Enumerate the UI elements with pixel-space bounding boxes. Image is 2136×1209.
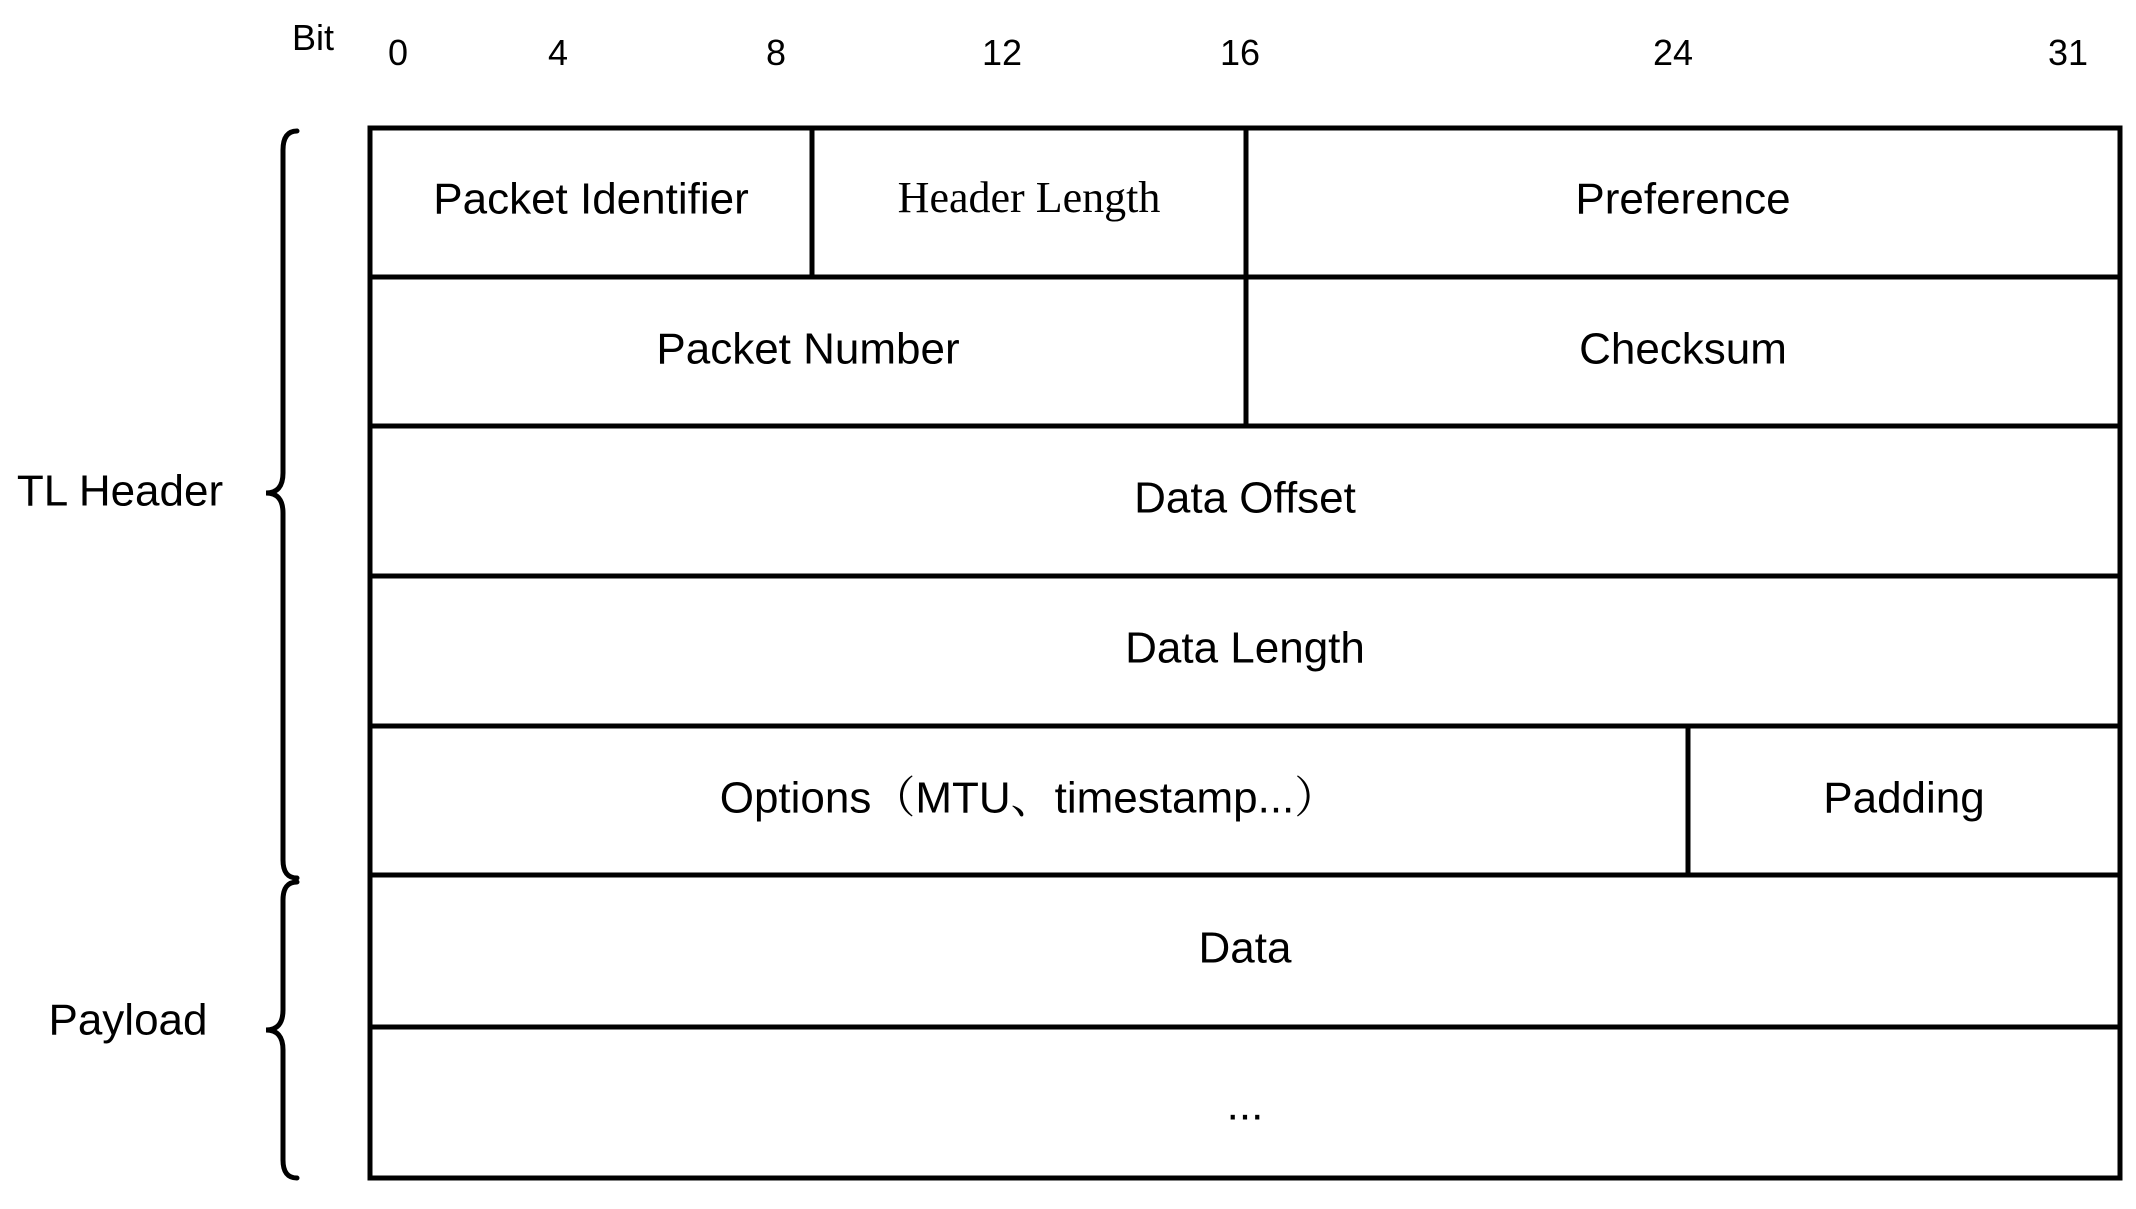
bit-tick-31: 31 xyxy=(2047,32,2089,73)
field-label-data-length: Data Length xyxy=(1125,623,1365,673)
field-label-packet-number: Packet Number xyxy=(656,324,960,374)
group-braces xyxy=(17,131,297,1178)
bit-tick-0: 0 xyxy=(387,32,409,73)
bit-tick-4: 4 xyxy=(547,32,569,73)
field-label-packet-identifier: Packet Identifier xyxy=(433,174,749,224)
field-label-preference: Preference xyxy=(1575,174,1791,224)
group-label-payload: Payload xyxy=(48,995,208,1045)
field-label-data: Data xyxy=(1198,923,1292,973)
bit-label: Bit xyxy=(291,17,335,58)
bit-scale xyxy=(292,17,2088,73)
field-label-padding: Padding xyxy=(1823,773,1985,823)
bit-tick-16: 16 xyxy=(1219,32,1261,73)
tl-header-brace xyxy=(266,131,297,878)
bit-tick-8: 8 xyxy=(765,32,787,73)
field-label-checksum: Checksum xyxy=(1579,324,1787,374)
bit-tick-12: 12 xyxy=(981,32,1023,73)
field-label-data-offset: Data Offset xyxy=(1134,473,1356,523)
group-label-tl-header: TL Header xyxy=(16,466,224,516)
payload-brace xyxy=(266,882,297,1178)
bit-tick-24: 24 xyxy=(1652,32,1694,73)
field-label-continuation: ... xyxy=(1226,1080,1264,1130)
field-label-header-length: Header Length xyxy=(897,173,1161,223)
field-label-options: Options（MTU、timestamp...） xyxy=(719,773,1339,823)
